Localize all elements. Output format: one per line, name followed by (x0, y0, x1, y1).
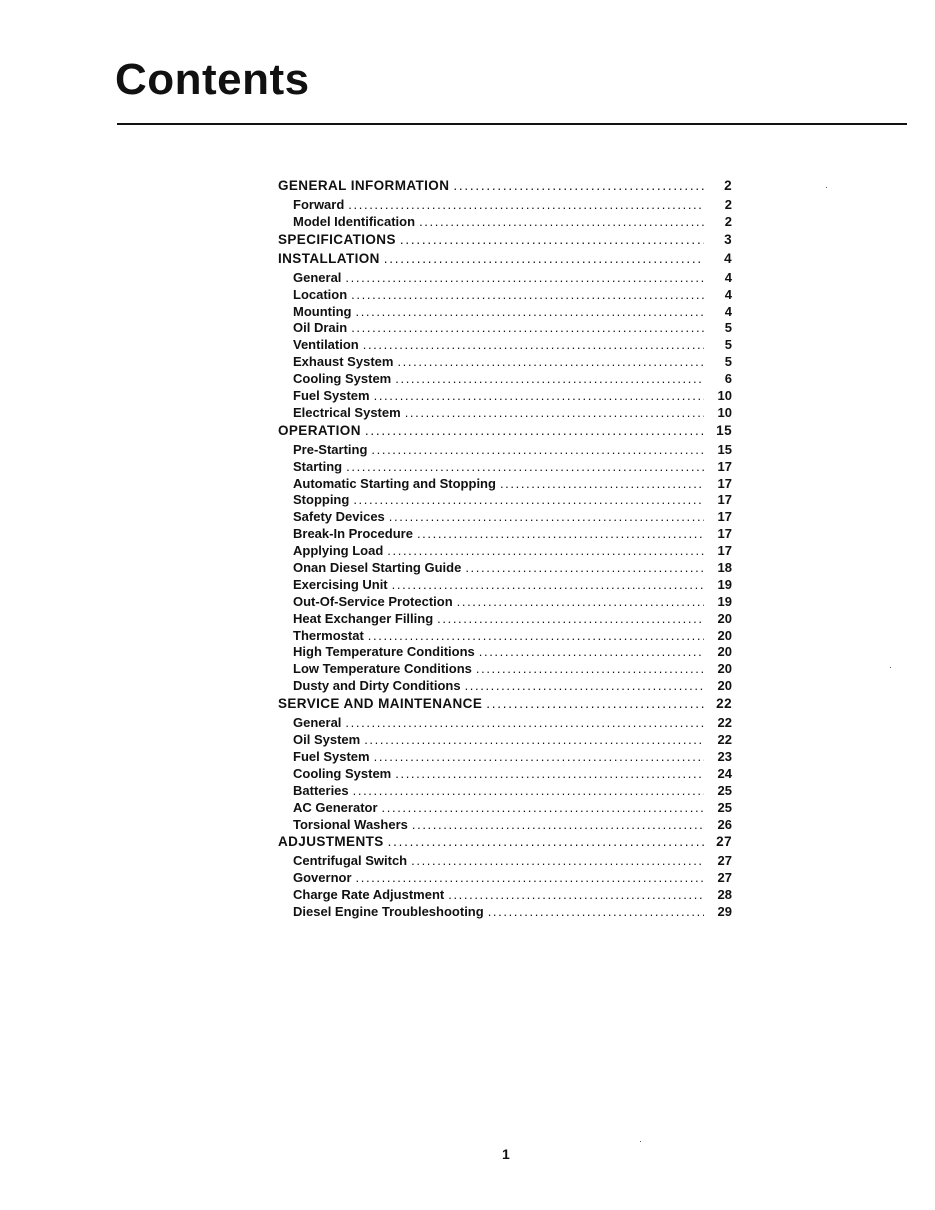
toc-entry-page: 4 (724, 269, 732, 285)
toc-entry-label: Thermostat (293, 627, 364, 643)
toc-subsection-entry (278, 354, 732, 371)
toc-entry-page: 20 (717, 678, 732, 694)
toc-dot-leader (355, 304, 704, 319)
toc-entry-page: 25 (717, 782, 732, 798)
toc-entry-label: Batteries (293, 782, 349, 798)
toc-dot-leader (417, 526, 704, 541)
toc-subsection-entry (278, 492, 732, 509)
toc-entry-label: Governor (293, 870, 352, 886)
toc-dot-leader (488, 904, 704, 919)
toc-entry-label: Low Temperature Conditions (293, 661, 472, 677)
toc-dot-leader (479, 644, 704, 659)
toc-dot-leader (405, 405, 704, 420)
toc-dot-leader (351, 320, 704, 335)
toc-entry-page: 2 (724, 178, 732, 193)
toc-entry-label: Location (293, 286, 348, 302)
toc-entry-label: Cooling System (293, 765, 392, 781)
toc-dot-leader (363, 337, 704, 352)
toc-entry-label: Safety Devices (293, 509, 385, 525)
toc-dot-leader (345, 715, 704, 730)
toc-entry-page: 19 (717, 576, 732, 592)
toc-subsection-entry (278, 644, 732, 661)
toc-entry-label: High Temperature Conditions (293, 644, 475, 660)
toc-subsection-entry (278, 287, 732, 304)
toc-dot-leader (384, 251, 704, 266)
toc-dot-leader (397, 354, 704, 369)
toc-entry-page: 29 (717, 904, 732, 920)
toc-entry-page: 17 (717, 509, 732, 525)
toc-entry-page: 19 (717, 593, 732, 609)
toc-dot-leader (356, 870, 704, 885)
toc-entry-page: 17 (717, 543, 732, 559)
toc-entry-page: 20 (717, 644, 732, 660)
toc-entry-page: 10 (717, 388, 732, 404)
toc-entry-page: 3 (724, 231, 732, 247)
toc-subsection-entry (278, 904, 732, 921)
toc-dot-leader (353, 783, 704, 798)
toc-dot-leader (374, 749, 704, 764)
toc-entry-page: 17 (717, 475, 732, 491)
toc-dot-leader (382, 800, 704, 815)
toc-subsection-entry (278, 766, 732, 783)
toc-entry-label: Fuel System (293, 388, 370, 404)
toc-entry-page: 17 (717, 492, 732, 508)
toc-subsection-entry (278, 611, 732, 628)
toc-subsection-entry (278, 749, 732, 766)
toc-entry-page: 4 (724, 286, 732, 302)
toc-entry-label: Dusty and Dirty Conditions (293, 678, 461, 694)
toc-entry-label: SPECIFICATIONS (278, 231, 396, 247)
toc-dot-leader (419, 214, 704, 229)
toc-dot-leader (395, 766, 704, 781)
toc-dot-leader (465, 560, 704, 575)
page-number: 1 (502, 1146, 510, 1162)
toc-dot-leader (400, 232, 704, 247)
toc-subsection-entry (278, 459, 732, 476)
toc-entry-label: Break-In Procedure (293, 526, 413, 542)
toc-dot-leader (392, 577, 704, 592)
toc-dot-leader (388, 834, 704, 849)
toc-entry-page: 4 (724, 250, 732, 266)
toc-subsection-entry (278, 870, 732, 887)
toc-entry-label: Torsional Washers (293, 816, 408, 832)
toc-dot-leader (412, 817, 704, 832)
toc-entry-label: Fuel System (293, 748, 370, 764)
toc-entry-page: 24 (717, 765, 732, 781)
toc-subsection-entry (278, 817, 732, 834)
toc-entry-page: 22 (717, 732, 732, 748)
toc-entry-label: Ventilation (293, 337, 359, 353)
toc-entry-label: SERVICE AND MAINTENANCE (278, 696, 483, 712)
scan-speck (826, 187, 827, 188)
toc-subsection-entry (278, 337, 732, 354)
toc-subsection-entry (278, 526, 732, 543)
toc-subsection-entry (278, 371, 732, 388)
toc-entry-label: Starting (293, 458, 343, 474)
toc-entry-label: Onan Diesel Starting Guide (293, 560, 462, 576)
toc-dot-leader (437, 611, 704, 626)
table-of-contents (278, 178, 732, 921)
toc-dot-leader (374, 388, 704, 403)
toc-entry-label: Oil System (293, 732, 361, 748)
toc-subsection-entry (278, 560, 732, 577)
scan-speck (890, 667, 891, 668)
toc-entry-label: AC Generator (293, 799, 378, 815)
toc-entry-page: 27 (717, 870, 732, 886)
toc-subsection-entry (278, 577, 732, 594)
toc-entry-page: 28 (717, 887, 732, 903)
toc-entry-label: Out-Of-Service Protection (293, 593, 453, 609)
toc-entry-label: Diesel Engine Troubleshooting (293, 904, 484, 920)
toc-entry-page: 2 (724, 197, 732, 212)
toc-dot-leader (465, 678, 704, 693)
page-title: Contents (115, 55, 310, 104)
toc-dot-leader (395, 371, 704, 386)
toc-dot-leader (457, 594, 704, 609)
toc-dot-leader (448, 887, 704, 902)
toc-entry-page: 5 (724, 354, 732, 370)
toc-entry-page: 25 (717, 799, 732, 815)
toc-section-entry (278, 696, 732, 715)
toc-subsection-entry (278, 304, 732, 321)
toc-entry-label: General (293, 715, 342, 731)
toc-entry-label: General (293, 269, 342, 285)
toc-subsection-entry (278, 270, 732, 287)
toc-dot-leader (411, 853, 704, 868)
toc-subsection-entry (278, 442, 732, 459)
toc-subsection-entry (278, 405, 732, 422)
toc-subsection-entry (278, 628, 732, 645)
toc-section-entry (278, 232, 732, 251)
toc-entry-label: Model Identification (293, 213, 416, 229)
scan-speck (640, 1141, 641, 1142)
toc-entry-label: Charge Rate Adjustment (293, 887, 445, 903)
toc-dot-leader (348, 197, 704, 212)
toc-entry-label: Cooling System (293, 371, 392, 387)
toc-entry-label: ADJUSTMENTS (278, 834, 384, 850)
toc-subsection-entry (278, 594, 732, 611)
toc-entry-page: 10 (717, 404, 732, 420)
toc-entry-page: 15 (717, 441, 732, 457)
toc-entry-label: Exhaust System (293, 354, 394, 370)
toc-entry-page: 22 (717, 715, 732, 731)
toc-dot-leader (346, 459, 704, 474)
toc-entry-label: Oil Drain (293, 320, 348, 336)
toc-section-entry (278, 178, 732, 197)
toc-entry-label: Electrical System (293, 404, 401, 420)
toc-dot-leader (351, 287, 704, 302)
toc-entry-page: 27 (717, 853, 732, 869)
toc-subsection-entry (278, 320, 732, 337)
toc-subsection-entry (278, 783, 732, 800)
toc-dot-leader (389, 509, 704, 524)
toc-subsection-entry (278, 661, 732, 678)
toc-dot-leader (486, 696, 704, 711)
toc-entry-label: Pre-Starting (293, 441, 368, 457)
toc-section-entry (278, 423, 732, 442)
toc-entry-label: Heat Exchanger Filling (293, 610, 434, 626)
toc-dot-leader (500, 476, 704, 491)
toc-entry-label: Exercising Unit (293, 576, 388, 592)
toc-subsection-entry (278, 543, 732, 560)
toc-entry-page: 5 (724, 337, 732, 353)
toc-dot-leader (365, 423, 704, 438)
toc-entry-page: 6 (724, 371, 732, 387)
toc-dot-leader (364, 732, 704, 747)
toc-dot-leader (353, 492, 704, 507)
toc-entry-page: 27 (716, 834, 732, 850)
toc-section-entry (278, 251, 732, 270)
toc-subsection-entry (278, 800, 732, 817)
toc-entry-label: Automatic Starting and Stopping (293, 475, 496, 491)
toc-entry-page: 17 (717, 458, 732, 474)
toc-subsection-entry (278, 732, 732, 749)
toc-entry-page: 23 (717, 748, 732, 764)
toc-entry-label: INSTALLATION (278, 250, 380, 266)
toc-entry-page: 15 (716, 422, 732, 438)
toc-entry-label: Mounting (293, 303, 352, 319)
title-rule (117, 123, 907, 125)
toc-entry-page: 18 (717, 560, 732, 576)
toc-entry-page: 22 (716, 696, 732, 712)
toc-entry-page: 20 (717, 627, 732, 643)
toc-subsection-entry (278, 388, 732, 405)
toc-dot-leader (453, 178, 704, 193)
toc-entry-page: 20 (717, 610, 732, 626)
toc-subsection-entry (278, 509, 732, 526)
toc-entry-label: Applying Load (293, 543, 384, 559)
toc-entry-label: Stopping (293, 492, 350, 508)
toc-subsection-entry (278, 887, 732, 904)
toc-dot-leader (371, 442, 704, 457)
toc-subsection-entry (278, 197, 732, 214)
toc-entry-page: 20 (717, 661, 732, 677)
toc-dot-leader (368, 628, 704, 643)
toc-subsection-entry (278, 214, 732, 231)
toc-entry-page: 2 (724, 213, 732, 229)
toc-subsection-entry (278, 715, 732, 732)
toc-entry-page: 17 (717, 526, 732, 542)
toc-entry-label: Centrifugal Switch (293, 853, 408, 869)
toc-subsection-entry (278, 476, 732, 493)
toc-entry-page: 26 (717, 816, 732, 832)
toc-dot-leader (476, 661, 704, 676)
toc-section-entry (278, 834, 732, 853)
toc-subsection-entry (278, 678, 732, 695)
toc-subsection-entry (278, 853, 732, 870)
toc-entry-label: OPERATION (278, 422, 361, 438)
toc-dot-leader (345, 270, 704, 285)
toc-entry-page: 4 (724, 303, 732, 319)
toc-dot-leader (387, 543, 704, 558)
toc-entry-label: Forward (293, 197, 345, 212)
toc-entry-label: GENERAL INFORMATION (278, 178, 450, 193)
toc-entry-page: 5 (724, 320, 732, 336)
